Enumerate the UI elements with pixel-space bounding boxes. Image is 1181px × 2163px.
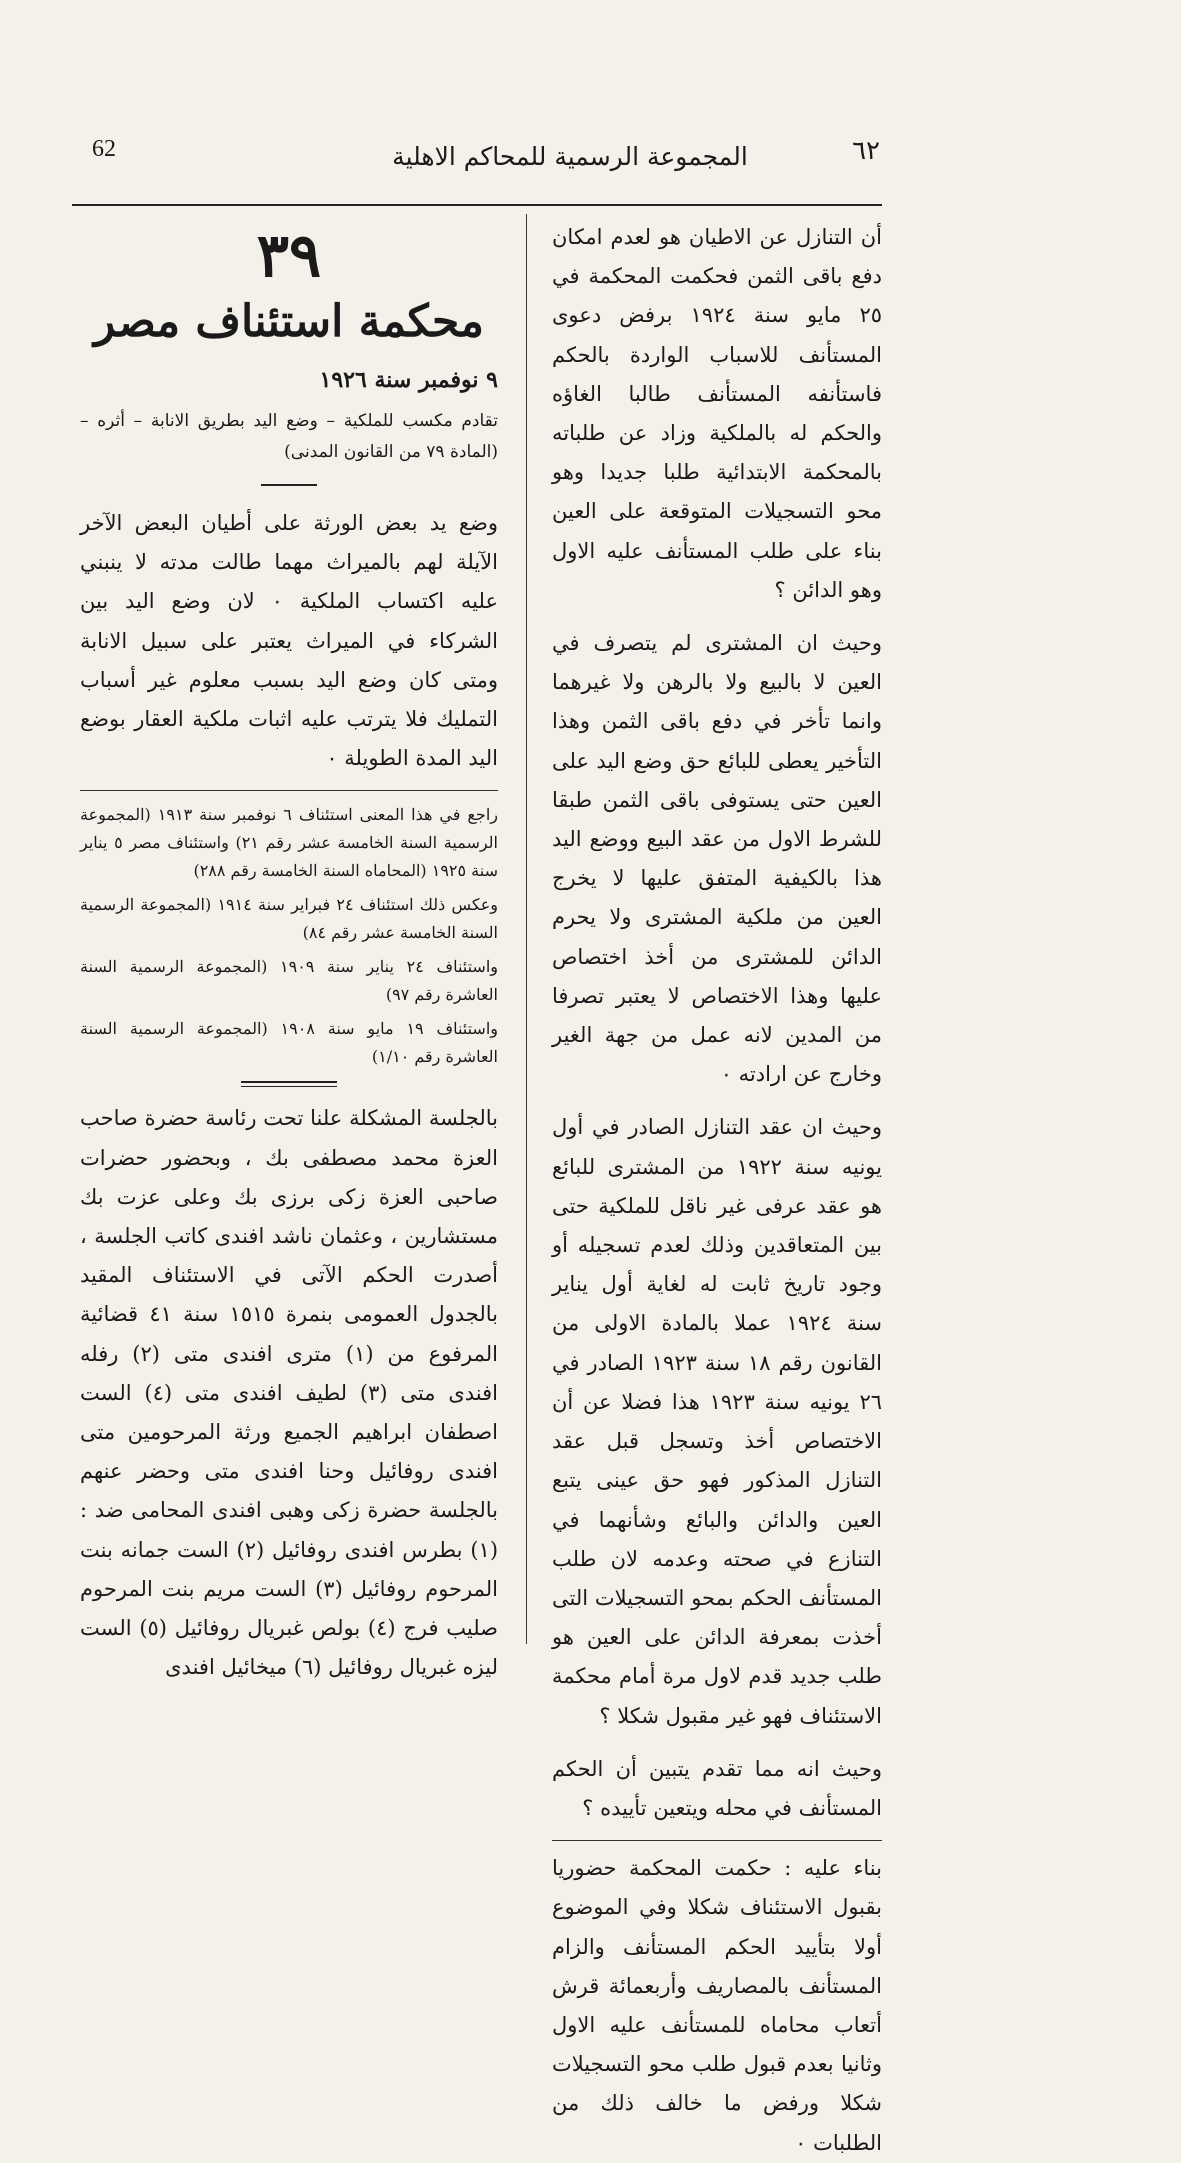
- case-date: ٩ نوفمبر سنة ١٩٢٦: [319, 367, 498, 393]
- reference-note: واستئناف ١٩ مايو سنة ١٩٠٨ (المجموعة الرسمية السنة العاشرة رقم ١/١٠): [80, 1019, 499, 1067]
- paragraph: وحيث ان عقد التنازل الصادر في أول يونيه سنة ١٩٢٢ من المشترى للبائع هو عقد عرفى غير ناقل للملكية حتى بين المتعاقدين وذلك لعدم تسجيله أو وجود تاريخ ثابت له لغاية أول يناير سنة ١٩٢٤ عملا بالمادة الاولى من القانون رقم ١٨ سنة ١٩٢٣ الصادر في ٢٦ يونيه سنة ١٩٢٣ هذا فضلا عن أن الاختصاص أخذ وتسجل قبل عقد التنازل المذكور فهو حق عينى يتبع العين والدائن والبائع وشأنهما في التنازع في صحته وعدمه لان طلب المستأنف الحكم بمحو التسجيلات التى أخذت بمعرفة الدائن على العين هو طلب جديد قدم لاول مرة أمام محكمة الاستئناف فهو غير مقبول شكلا ؟: [552, 1115, 883, 1728]
- header-rule: [72, 204, 882, 206]
- case-number: ٣٩: [256, 221, 322, 291]
- reference-note: واستئناف ٢٤ يناير سنة ١٩٠٩ (المجموعة الرسمية السنة العاشرة رقم ٩٧): [80, 957, 499, 1005]
- page-number-arabic: ٦٢: [852, 136, 880, 166]
- reference-note: وعكس ذلك استئناف ٢٤ فبراير سنة ١٩١٤ (المجموعة الرسمية السنة الخامسة عشر رقم ٨٤): [80, 895, 499, 943]
- paragraph: وحيث انه مما تقدم يتبين أن الحكم المستأنف في محله ويتعين تأييده ؟: [552, 1756, 882, 1820]
- reference-note: راجع في هذا المعنى استئناف ٦ نوفمبر سنة ١٩١٣ (المجموعة الرسمية السنة الخامسة عشر رقم ٢١) واستئناف مصر ٥ يناير سنة ١٩٢٥ (المحاماه السنة الخامسة رقم ٢٨٨): [80, 805, 498, 881]
- double-rule: [241, 1081, 337, 1087]
- paragraph: أن التنازل عن الاطيان هو لعدم امكان دفع باقى الثمن فحكمت المحكمة في ٢٥ مايو سنة ١٩٢٤ برفض دعوى المستأنف للاسباب الواردة بالحكم فاستأنفه المستأنف طالبا الغاؤه والحكم له بالملكية وزاد عن طلباته بالمحكمة الابتدائية طلبا جديدا وهو محو التسجيلات المتوقعة على العين بناء على طلب المستأنف عليه الاول وهو الدائن ؟: [552, 225, 882, 602]
- notes-rule: [80, 790, 498, 791]
- column-divider: [526, 214, 527, 1644]
- left-column: [80, 218, 498, 1687]
- legal-principle: وضع يد بعض الورثة على أطيان البعض الآخر الآيلة لهم بالميراث مهما طالت مدته لا ينبني عليه اكتساب الملكية ٠ لان وضع اليد بين الشركاء في الميراث يعتبر على سبيل الانابة ومتى كان وضع اليد بسبب معلوم غير أسباب التمليك فلا يترتب عليه اثبات ملكية العقار بوضع اليد المدة الطويلة ٠: [80, 511, 498, 771]
- right-column: [552, 218, 882, 2163]
- ruling-paragraph: بناء عليه : حكمت المحكمة حضوريا بقبول الاستئناف شكلا وفي الموضوع أولا بتأييد الحكم المستأنف والزام المستأنف بالمصاريف وأربعمائة قرش أتعاب محاماه للمستأنف عليه الاول وثانيا بعدم قبول طلب محو التسجيلات شكلا ورفض ما خالف ذلك من الطلبات ٠: [552, 1856, 882, 2155]
- court-name: محكمة استئناف مصر: [94, 296, 484, 347]
- running-header-title: المجموعة الرسمية للمحاكم الاهلية: [392, 142, 748, 171]
- judgment-text: بالجلسة المشكلة علنا تحت رئاسة حضرة صاحب العزة محمد مصطفى بك ، وبحضور حضرات صاحبى العزة زكى برزى بك وعلى عزت بك مستشارين ، وعثمان ناشد افندى كاتب الجلسة ، أصدرت الحكم الآتى في الاستئناف المقيد بالجدول العمومى بنمرة ١٥١٥ سنة ٤١ قضائية المرفوع من (١) مترى افندى متى (٢) رفله افندى متى (٣) لطيف افندى متى (٤) الست اصطفان ابراهيم الجميع ورثة المرحومين متى افندى روفائيل وحنا افندى متى وحضر عنهم بالجلسة حضرة زكى وهبى افندى المحامى ضد : (١) بطرس افندى روفائيل (٢) الست جمانه بنت المرحوم روفائيل (٣) الست مريم بنت المرحوم صليب فرج (٤) بولص غبريال روفائيل (٥) الست ليزه غبريال روفائيل (٦) ميخائيل افندى: [80, 1106, 499, 1680]
- short-rule: [261, 484, 317, 486]
- page-number-latin: 62: [92, 136, 116, 162]
- case-summary: تقادم مكسب للملكية – وضع اليد بطريق الانابة – أثره – (المادة ٧٩ من القانون المدنى): [80, 411, 498, 462]
- ruling-separator: [552, 1840, 882, 1841]
- paragraph: وحيث ان المشترى لم يتصرف في العين لا بالبيع ولا بالرهن ولا غيرهما وانما تأخر في دفع باقى الثمن وهذا التأخير يعطى للبائع حق وضع اليد على العين حتى يستوفى باقى الثمن طبقا للشرط الاول من عقد البيع ووضع اليد هذا بالكيفية المتفق عليها لا يخرج العين من ملكية المشترى ولا يحرم الدائن للمشترى من أخذ اختصاص عليها وهذا الاختصاص لا يعتبر تصرفا من المدين لانه عمل من جهة الغير وخارج عن ارادته ٠: [552, 631, 882, 1087]
